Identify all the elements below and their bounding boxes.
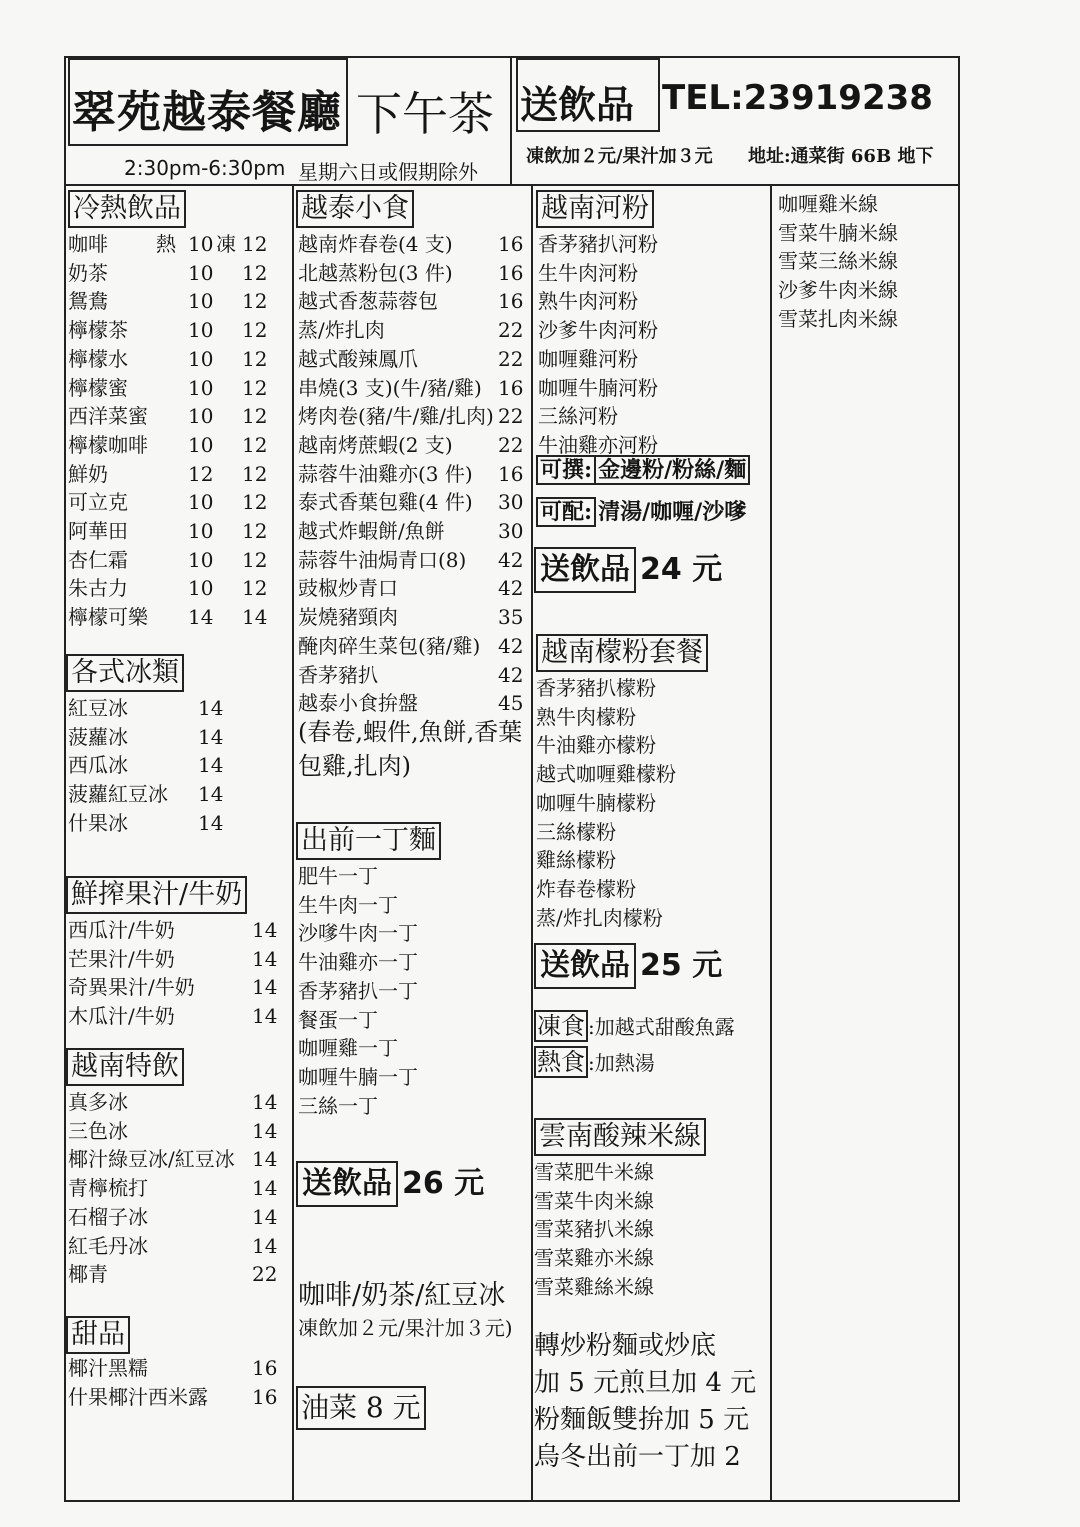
cold-price: 12 bbox=[242, 260, 268, 285]
match-label: 可配: bbox=[536, 497, 596, 527]
item-name: 西洋菜蜜 bbox=[68, 404, 148, 429]
item-price: 16 bbox=[498, 375, 524, 400]
item-name: 椰汁黑糯 bbox=[68, 1356, 148, 1380]
menu-item bbox=[298, 576, 524, 601]
cold-price: 12 bbox=[242, 519, 268, 543]
item-price: 22 bbox=[252, 1262, 278, 1287]
item-price: 14 bbox=[252, 975, 278, 1000]
hot-price: 10 bbox=[188, 519, 214, 543]
item-name: 香茅豬扒 bbox=[298, 662, 378, 687]
item-price: 14 bbox=[198, 724, 224, 749]
menu-item bbox=[68, 946, 278, 971]
cold-price: 12 bbox=[242, 346, 268, 371]
item-price: 14 bbox=[252, 1204, 278, 1229]
item-name: 烤肉卷(豬/牛/雞/扎肉) bbox=[298, 404, 494, 429]
menu-item: 咖喱雞米線 bbox=[778, 192, 878, 216]
menu-item: 咖喱牛腩一丁 bbox=[298, 1064, 418, 1089]
menu-item bbox=[298, 375, 524, 400]
menu-item: 雪菜肥牛米線 bbox=[534, 1160, 654, 1184]
item-price: 22 bbox=[498, 346, 524, 371]
drink-item bbox=[68, 605, 268, 630]
hot-price: 10 bbox=[188, 232, 214, 256]
hot-price: 10 bbox=[188, 404, 214, 429]
item-name: 蒜蓉牛油焗青口(8) bbox=[298, 547, 467, 572]
choice-text: 金邊粉/粉絲/麵 bbox=[596, 455, 750, 485]
item-price: 14 bbox=[252, 1176, 278, 1201]
drink-item bbox=[68, 490, 268, 515]
item-name: 越南烤蔗蝦(2 支) bbox=[298, 432, 453, 457]
menu-item bbox=[298, 346, 524, 371]
menu-item: 雪菜雞絲米線 bbox=[534, 1274, 654, 1299]
menu-item bbox=[68, 1176, 278, 1201]
menu-item: 牛油雞亦河粉 bbox=[538, 432, 658, 457]
menu-item: 咖喱牛腩河粉 bbox=[538, 375, 658, 400]
hot-price: 10 bbox=[188, 346, 214, 371]
item-name: 奇異果汁/牛奶 bbox=[68, 975, 195, 1000]
menu-item: 雪菜牛肉米線 bbox=[534, 1188, 654, 1213]
item-price: 14 bbox=[252, 1118, 278, 1143]
menu-item: 香茅豬扒檬粉 bbox=[536, 676, 656, 700]
menu-item bbox=[68, 1118, 278, 1143]
item-name: 椰青 bbox=[68, 1262, 108, 1287]
vegetable-price: 油菜 8 元 bbox=[296, 1386, 426, 1430]
item-price: 14 bbox=[198, 810, 224, 835]
menu-item bbox=[298, 432, 524, 457]
free-drink-promo bbox=[534, 940, 722, 989]
menu-item bbox=[68, 782, 224, 807]
menu-item bbox=[298, 691, 524, 716]
section-title: 越南檬粉套餐 bbox=[536, 634, 708, 672]
hot-food-text: :加熱湯 bbox=[588, 1051, 655, 1075]
item-name: 鮮奶 bbox=[68, 461, 108, 486]
section-title: 越南河粉 bbox=[536, 190, 654, 228]
section-title: 甜品 bbox=[66, 1316, 130, 1354]
hot-label: 熱 bbox=[156, 232, 176, 256]
promo-label: 送飲品 bbox=[296, 1161, 398, 1207]
menu-item: 雪菜雞亦米線 bbox=[534, 1246, 654, 1271]
menu-item: 越式咖喱雞檬粉 bbox=[536, 762, 676, 787]
item-name: 檸檬咖啡 bbox=[68, 432, 148, 457]
menu-item bbox=[68, 1233, 278, 1258]
hot-price: 12 bbox=[188, 461, 214, 486]
item-price: 42 bbox=[498, 633, 524, 658]
item-name: 菠蘿紅豆冰 bbox=[68, 782, 168, 807]
item-price: 14 bbox=[198, 753, 224, 778]
address: 地址:通菜街 66B 地下 bbox=[748, 146, 934, 167]
menu-item bbox=[68, 810, 224, 835]
menu-item: 香茅豬扒河粉 bbox=[538, 232, 658, 256]
drink-item bbox=[68, 432, 268, 457]
item-price: 14 bbox=[198, 696, 224, 720]
snack-platter-note: (春卷,蝦件,魚餅,香葉 bbox=[298, 718, 523, 746]
item-price: 45 bbox=[498, 691, 524, 716]
menu-item bbox=[68, 1262, 278, 1287]
item-name: 越泰小食拚盤 bbox=[298, 691, 418, 716]
menu-item bbox=[68, 724, 224, 749]
drink-item bbox=[68, 461, 268, 486]
item-price: 35 bbox=[498, 605, 524, 630]
hot-price: 10 bbox=[188, 432, 214, 457]
menu-item: 沙爹牛肉米線 bbox=[778, 278, 898, 303]
days-note: 星期六日或假期除外 bbox=[298, 160, 478, 184]
section-title: 冷熱飲品 bbox=[68, 190, 186, 228]
cold-price: 14 bbox=[242, 605, 268, 630]
item-price: 14 bbox=[252, 1090, 278, 1114]
item-name: 真多冰 bbox=[68, 1090, 128, 1114]
hot-price: 14 bbox=[188, 605, 214, 630]
item-name: 芒果汁/牛奶 bbox=[68, 946, 175, 971]
menu-item bbox=[298, 289, 524, 314]
item-name: 北越蒸粉包(3 件) bbox=[298, 260, 453, 285]
extra-option: 加 5 元煎旦加 4 元 bbox=[534, 1368, 757, 1398]
menu-item: 三絲河粉 bbox=[538, 404, 618, 429]
free-drink-promo bbox=[296, 1158, 484, 1207]
cold-label: 凍 bbox=[216, 232, 236, 256]
item-name: 檸檬水 bbox=[68, 346, 128, 371]
header-bottom-line bbox=[64, 184, 960, 186]
drink-extra-note: 凍飲加２元/果汁加３元) bbox=[298, 1316, 513, 1340]
choice-label: 可撰: bbox=[536, 455, 596, 485]
section-title: 出前一丁麵 bbox=[296, 822, 441, 860]
item-name: 西瓜汁/牛奶 bbox=[68, 918, 175, 942]
item-name: 石榴子冰 bbox=[68, 1204, 148, 1229]
drink-item bbox=[68, 404, 268, 429]
item-price: 22 bbox=[498, 404, 524, 429]
extra-option: 烏冬出前一丁加 2 bbox=[534, 1442, 741, 1472]
cold-food-label: 凍食 bbox=[534, 1010, 588, 1042]
menu-item bbox=[68, 1004, 278, 1029]
menu-item bbox=[68, 1090, 278, 1114]
menu-item: 餐蛋一丁 bbox=[298, 1007, 378, 1032]
hot-price: 10 bbox=[188, 260, 214, 285]
cold-price: 12 bbox=[242, 490, 268, 515]
item-price: 14 bbox=[252, 946, 278, 971]
hot-price: 10 bbox=[188, 576, 214, 601]
drink-item bbox=[68, 318, 268, 343]
menu-item: 雪菜牛腩米線 bbox=[778, 220, 898, 245]
item-name: 鴛鴦 bbox=[68, 289, 108, 314]
menu-item bbox=[68, 1384, 278, 1409]
drink-item bbox=[68, 232, 268, 256]
item-name: 越式香葱蒜蓉包 bbox=[298, 289, 438, 314]
item-price: 22 bbox=[498, 318, 524, 343]
item-name: 咖啡 bbox=[68, 232, 108, 256]
item-name: 朱古力 bbox=[68, 576, 128, 601]
extra-option: 轉炒粉麵或炒底 bbox=[534, 1331, 717, 1361]
hot-price: 10 bbox=[188, 490, 214, 515]
item-name: 檸檬茶 bbox=[68, 318, 128, 343]
drink-item bbox=[68, 346, 268, 371]
item-name: 青檸梳打 bbox=[68, 1176, 148, 1201]
hot-price: 10 bbox=[188, 289, 214, 314]
item-name: 炭燒豬頸肉 bbox=[298, 605, 398, 630]
menu-item: 雪菜三絲米線 bbox=[778, 249, 898, 274]
item-price: 42 bbox=[498, 547, 524, 572]
menu-item bbox=[68, 975, 278, 1000]
hot-food-note bbox=[534, 1050, 655, 1075]
menu-item bbox=[68, 1147, 278, 1172]
menu-item bbox=[298, 490, 524, 515]
section-title: 越南特飲 bbox=[66, 1048, 184, 1086]
restaurant-name: 翠苑越泰餐廳 bbox=[72, 87, 342, 138]
cold-food-text: :加越式甜酸魚露 bbox=[588, 1015, 735, 1039]
item-price: 16 bbox=[252, 1356, 278, 1380]
drink-item bbox=[68, 547, 268, 572]
drink-item bbox=[68, 519, 268, 543]
item-name: 蒜蓉牛油雞亦(3 件) bbox=[298, 461, 473, 486]
menu-item: 炸春卷檬粉 bbox=[536, 876, 636, 901]
cold-price: 12 bbox=[242, 432, 268, 457]
cold-price: 12 bbox=[242, 404, 268, 429]
column-divider-3 bbox=[770, 184, 772, 1502]
drink-item bbox=[68, 576, 268, 601]
item-name: 木瓜汁/牛奶 bbox=[68, 1004, 175, 1029]
menu-item: 雞絲檬粉 bbox=[536, 848, 616, 873]
item-price: 16 bbox=[498, 289, 524, 314]
free-drink-promo bbox=[534, 544, 722, 593]
section-title: 雲南酸辣米線 bbox=[534, 1118, 706, 1156]
menu-item: 咖喱雞河粉 bbox=[538, 346, 638, 371]
menu-item: 牛油雞亦一丁 bbox=[298, 950, 418, 975]
item-price: 16 bbox=[498, 260, 524, 285]
menu-item: 香茅豬扒一丁 bbox=[298, 978, 418, 1003]
drink-item bbox=[68, 289, 268, 314]
menu-item: 生牛肉一丁 bbox=[298, 892, 398, 917]
menu-item bbox=[298, 605, 524, 630]
hot-price: 10 bbox=[188, 375, 214, 400]
hot-price: 10 bbox=[188, 318, 214, 343]
item-name: 豉椒炒青口 bbox=[298, 576, 398, 601]
item-price: 14 bbox=[252, 1004, 278, 1029]
menu-item: 咖喱牛腩檬粉 bbox=[536, 790, 656, 815]
item-name: 越南炸春卷(4 支) bbox=[298, 232, 453, 256]
menu-item: 蒸/炸扎肉檬粉 bbox=[536, 905, 663, 930]
drink-choice: 咖啡/奶茶/紅豆冰 bbox=[298, 1280, 506, 1311]
cold-price: 12 bbox=[242, 375, 268, 400]
item-price: 22 bbox=[498, 432, 524, 457]
cold-food-note bbox=[534, 1014, 735, 1039]
item-name: 越式酸辣鳳爪 bbox=[298, 346, 418, 371]
hot-food-label: 熱食 bbox=[534, 1046, 588, 1078]
extra-option: 粉麵飯雙拚加 5 元 bbox=[534, 1405, 750, 1435]
item-name: 串燒(3 支)(牛/豬/雞) bbox=[298, 375, 482, 400]
header-divider bbox=[510, 56, 512, 184]
choice-line bbox=[536, 458, 750, 483]
item-name: 三色冰 bbox=[68, 1118, 128, 1143]
item-name: 杏仁霜 bbox=[68, 547, 128, 572]
cold-price: 12 bbox=[242, 461, 268, 486]
item-price: 42 bbox=[498, 576, 524, 601]
cold-price: 12 bbox=[242, 318, 268, 343]
section-title: 鮮搾果汁/牛奶 bbox=[66, 876, 247, 914]
item-name: 檸檬可樂 bbox=[68, 605, 148, 630]
menu-item bbox=[298, 662, 524, 687]
item-price: 14 bbox=[198, 782, 224, 807]
cold-price: 12 bbox=[242, 232, 268, 256]
item-name: 椰汁綠豆冰/紅豆冰 bbox=[68, 1147, 235, 1172]
menu-item: 三絲一丁 bbox=[298, 1093, 378, 1118]
telephone: TEL:23919238 bbox=[662, 78, 933, 118]
item-price: 42 bbox=[498, 662, 524, 687]
promo-price: 25 元 bbox=[640, 948, 723, 983]
free-drink-label: 送飲品 bbox=[520, 82, 635, 127]
column-divider-1 bbox=[292, 184, 294, 1502]
promo-label: 送飲品 bbox=[534, 547, 636, 593]
item-name: 紅毛丹冰 bbox=[68, 1233, 148, 1258]
column-divider-2 bbox=[531, 184, 533, 1502]
item-name: 檸檬蜜 bbox=[68, 375, 128, 400]
item-price: 30 bbox=[498, 519, 524, 543]
item-price: 14 bbox=[252, 918, 278, 942]
menu-item: 牛油雞亦檬粉 bbox=[536, 733, 656, 758]
item-price: 14 bbox=[252, 1233, 278, 1258]
menu-item bbox=[68, 1204, 278, 1229]
cold-price: 12 bbox=[242, 576, 268, 601]
menu-item bbox=[298, 461, 524, 486]
menu-item bbox=[68, 1356, 278, 1380]
cold-price: 12 bbox=[242, 547, 268, 572]
item-name: 泰式香葉包雞(4 件) bbox=[298, 490, 473, 515]
menu-item bbox=[298, 633, 524, 658]
menu-item bbox=[298, 232, 524, 256]
item-name: 醃肉碎生菜包(豬/雞) bbox=[298, 633, 481, 658]
drink-item bbox=[68, 375, 268, 400]
afternoon-tea-title: 下午茶 bbox=[356, 87, 494, 141]
drink-item bbox=[68, 260, 268, 285]
menu-item bbox=[298, 260, 524, 285]
promo-price: 24 元 bbox=[640, 552, 723, 587]
item-price: 16 bbox=[498, 461, 524, 486]
item-name: 紅豆冰 bbox=[68, 696, 128, 720]
item-name: 西瓜冰 bbox=[68, 753, 128, 778]
menu-item: 雪菜扎肉米線 bbox=[778, 306, 898, 331]
menu-item: 咖喱雞一丁 bbox=[298, 1036, 398, 1061]
item-name: 什果椰汁西米露 bbox=[68, 1384, 208, 1409]
item-price: 14 bbox=[252, 1147, 278, 1172]
section-title: 各式冰類 bbox=[66, 654, 184, 692]
match-text: 清湯/咖喱/沙嗲 bbox=[598, 499, 747, 525]
menu-item: 沙嗲牛肉一丁 bbox=[298, 921, 418, 946]
match-line bbox=[536, 500, 746, 525]
menu-item: 生牛肉河粉 bbox=[538, 260, 638, 285]
hot-price: 10 bbox=[188, 547, 214, 572]
menu-item bbox=[298, 519, 524, 543]
section-title: 越泰小食 bbox=[296, 190, 414, 228]
menu-item bbox=[298, 547, 524, 572]
item-name: 菠蘿冰 bbox=[68, 724, 128, 749]
snack-platter-note: 包雞,扎肉) bbox=[298, 752, 411, 780]
menu-item bbox=[298, 404, 524, 429]
menu-item bbox=[68, 753, 224, 778]
menu-item: 肥牛一丁 bbox=[298, 864, 378, 888]
item-price: 30 bbox=[498, 490, 524, 515]
menu-item: 熟牛肉檬粉 bbox=[536, 704, 636, 729]
item-name: 可立克 bbox=[68, 490, 128, 515]
item-price: 16 bbox=[498, 232, 524, 256]
menu-item: 沙爹牛肉河粉 bbox=[538, 318, 658, 343]
item-name: 什果冰 bbox=[68, 810, 128, 835]
item-name: 奶茶 bbox=[68, 260, 108, 285]
item-price: 16 bbox=[252, 1384, 278, 1409]
promo-label: 送飲品 bbox=[534, 943, 636, 989]
item-name: 阿華田 bbox=[68, 519, 128, 543]
promo-price: 26 元 bbox=[402, 1166, 485, 1201]
menu-item bbox=[298, 318, 524, 343]
cold-price: 12 bbox=[242, 289, 268, 314]
menu-item: 三絲檬粉 bbox=[536, 819, 616, 844]
menu-item: 熟牛肉河粉 bbox=[538, 289, 638, 314]
menu-item: 雪菜豬扒米線 bbox=[534, 1217, 654, 1242]
item-name: 蒸/炸扎肉 bbox=[298, 318, 385, 343]
item-name: 越式炸蝦餅/魚餅 bbox=[298, 519, 445, 543]
header-drink-extra: 凍飲加２元/果汁加３元 bbox=[526, 146, 713, 167]
menu-item bbox=[68, 918, 278, 942]
hours: 2:30pm-6:30pm bbox=[124, 156, 286, 180]
menu-item bbox=[68, 696, 224, 720]
